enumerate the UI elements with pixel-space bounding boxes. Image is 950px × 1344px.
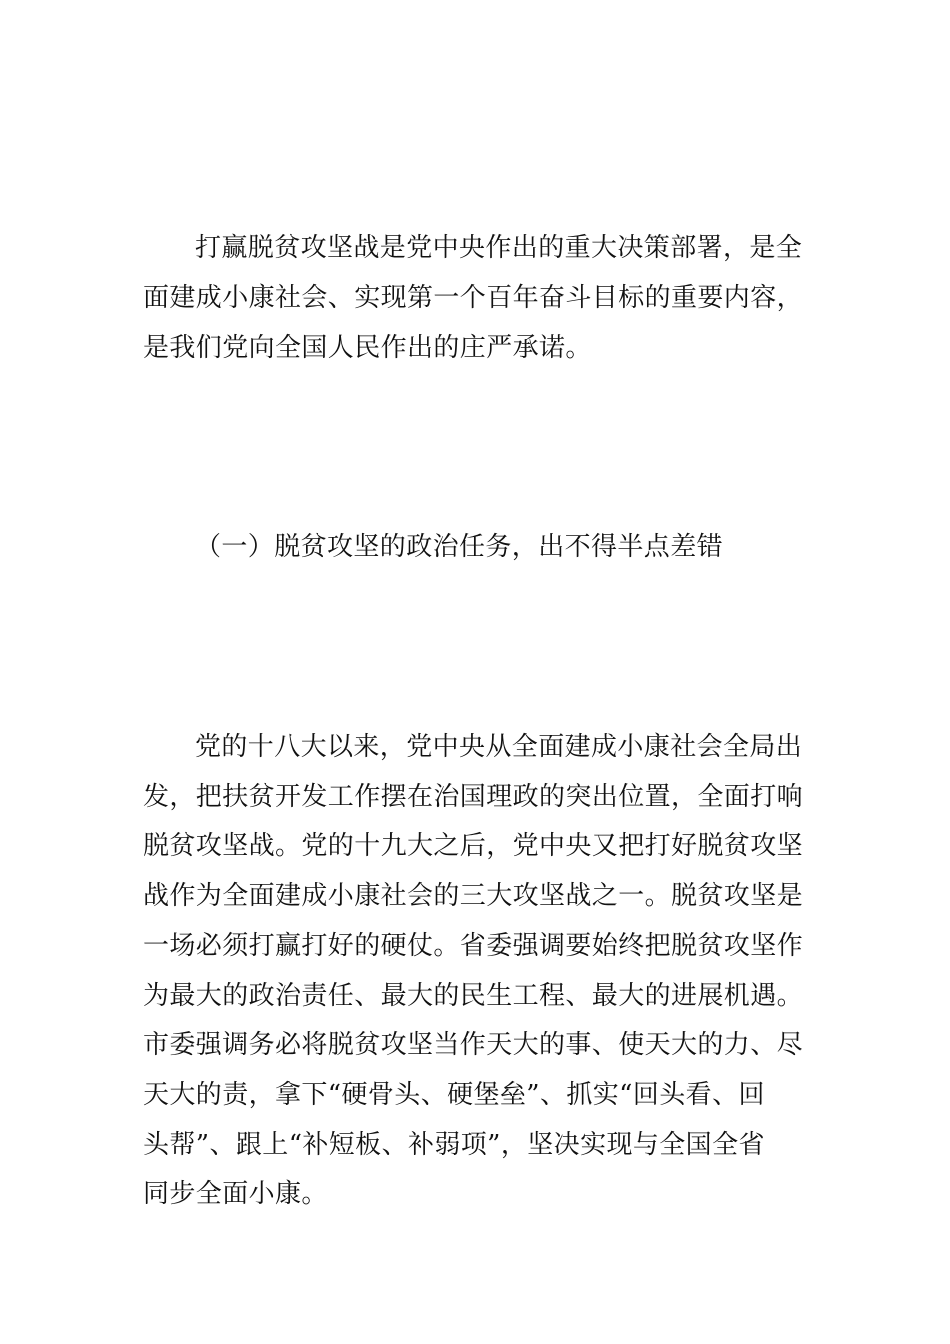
paragraph-line: 同步全面小康。 [143,1179,328,1209]
paragraph-line: 战作为全面建成小康社会的三大攻坚战之一。脱贫攻坚是 [143,881,804,911]
paragraph-line: 是我们党向全国人民作出的庄严承诺。 [143,333,592,363]
paragraph-line: 为最大的政治责任、最大的民生工程、最大的进展机遇。 [143,981,804,1011]
paragraph-line: 一场必须打赢打好的硬仗。省委强调要始终把脱贫攻坚作 [143,931,804,961]
paragraph-line: 发，把扶贫开发工作摆在治国理政的突出位置，全面打响 [143,782,804,812]
section-heading: （一）脱贫攻坚的政治任务，出不得半点差错 [195,532,724,562]
paragraph-line: 党的十八大以来，党中央从全面建成小康社会全局出 [195,732,803,762]
paragraph-line: 脱贫攻坚战。党的十九大之后，党中央又把打好脱贫攻坚 [143,831,804,861]
paragraph-line: 天大的责，拿下“硬骨头、硬堡垒”、抓实“回头看、回 [143,1080,765,1110]
paragraph-line: 头帮”、跟上“补短板、补弱项”，坚决实现与全国全省 [143,1130,765,1160]
paragraph-line: 面建成小康社会、实现第一个百年奋斗目标的重要内容， [143,283,804,313]
paragraph-line: 市委强调务必将脱贫攻坚当作天大的事、使天大的力、尽 [143,1030,804,1060]
paragraph-line: 打赢脱贫攻坚战是党中央作出的重大决策部署，是全 [195,233,803,263]
